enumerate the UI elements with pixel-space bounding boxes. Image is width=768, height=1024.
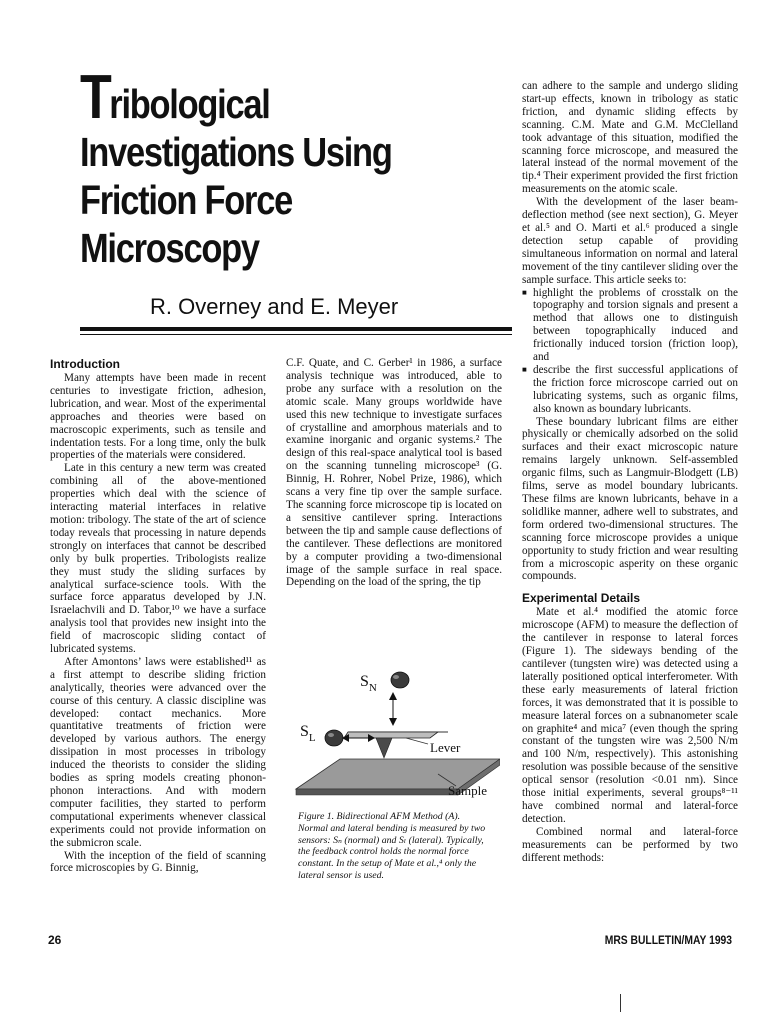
sl-main: S: [300, 723, 309, 740]
article-title: [80, 63, 433, 272]
lever-pointer: [406, 738, 428, 744]
lateral-sensor-highlight: [328, 733, 334, 737]
figure-1-caption: Figure 1. Bidirectional AFM Method (A). Normal and lateral bending is measured by two sensors: Sₙ (normal) and Sₗ (lateral). Typically, the feedback control holds the normal force constant. In the setup of Mate et al.,⁴ only the lateral sensor is used.: [298, 811, 486, 881]
figure-1-afm-diagram: [288, 664, 500, 809]
normal-sensor: [391, 672, 409, 688]
cantilever: [344, 732, 438, 738]
journal-footer: MRS BULLETIN/MAY 1993: [604, 933, 732, 947]
list-item: ■ highlight the problems of crosstalk on the topography and torsion signals and present a method that allows one to distinguish between topographically induced and frictionally induced torsion (friction loop), and: [522, 287, 738, 364]
title-line-3: Friction Force: [80, 177, 292, 223]
title-line-4: Microscopy: [80, 225, 259, 271]
paragraph: Mate et al.⁴ modified the atomic force microscope (AFM) to measure the deflection of the cantilever in response to lateral forces (Figure 1). The sideways bending of the cantilever (tungsten wire) was detected using a laterally positioned optical interferometer. With these early measurements of lateral friction forces, it was demonstrated that it is possible to measure lateral forces on a subnanometer scale on graphite⁴ and mica⁷ (even though the spring constant of the tungsten wire was 2,500 N/m and 100 N/m, respectively). This astonishing resolution was possible because of the sensitive optical sensor (resolution <0.01 nm). Since those initial experiments, several groups⁸⁻¹¹ have combined normal and lateral-force detection.: [522, 606, 738, 825]
title-rule-thick: [80, 327, 512, 331]
sensor-lateral-label: [300, 723, 316, 744]
title-line-1: ribological: [109, 81, 270, 127]
sensor-normal-label: [360, 673, 377, 694]
sn-main: S: [360, 673, 369, 690]
paragraph: With the development of the laser beam-deflection method (see next section), G. Meyer et al.⁵ and O. Marti et al.⁶ produced a single detection setup capable of providing simultaneous information on normal and lateral movement of the tiny cantilever sliding over the sample surface. This article seeks to:: [522, 196, 738, 286]
sample-label: Sample: [448, 783, 487, 798]
lateral-sensor: [325, 730, 343, 746]
lever-label: Lever: [430, 740, 461, 755]
paragraph: With the inception of the field of scanning force microscopies by G. Binnig,: [50, 849, 266, 875]
paragraph: can adhere to the sample and undergo sliding start-up effects, known in tribology as static friction, and dynamic sliding effects by scanning. C.M. Mate and G.M. McClelland took advantage of this situation, modified the scanning force microscope, and measured the lateral instead of the normal movement of the tip.⁴ Their experiment provided the first friction measurements on the atomic scale.: [522, 80, 738, 196]
paragraph: Combined normal and lateral-force measurements can be performed by two different methods:: [522, 825, 738, 864]
normal-arrow-down: [389, 718, 397, 726]
bullet-list: [522, 287, 738, 416]
list-item: ■ describe the first successful applications of the friction force microscope carried out on lubricating systems, such as organic films, also known as boundary lubricants.: [522, 364, 738, 416]
paragraph: Late in this century a new term was created combining all of the above-mentioned properties which deal with the science of interacting material interfaces in relative motion: tribology. The state of the art of science today reveals that processing in nature depends strongly on interfaces that cannot be described only by bulk properties. Tribologists realize they must study the sliding surfaces by analytical surface-science tools. With the surface force apparatus developed by J.N. Israelachvili and D. Tabor,¹⁰ we have a surface analysis tool that provides new insight into the field of macroscopic sliding contact of lubricated systems.: [50, 462, 266, 656]
title-line-2: Investigations Using: [80, 129, 392, 175]
paragraph: Many attempts have been made in recent centuries to investigate friction, adhesion, lubrication, and wear. Most of the experimental approaches and theories were based on macroscopic experiments, such as tensile and indentation tests. For a long time, only the bulk properties of the materials were considered.: [50, 372, 266, 462]
column-3: [522, 80, 738, 864]
authors: R. Overney and E. Meyer: [150, 294, 399, 319]
scan-mark: [620, 994, 621, 1012]
paragraph: C.F. Quate, and C. Gerber¹ in 1986, a surface analysis technique was introduced, able to probe any surface with a resolution on the atomic scale. Many groups worldwide have used this new technique to investigate surfaces of crystalline and amorphous materials and to examine inorganic and organic systems.² The design of this real-space analytical tool is based on the scanning tunneling microscope³ (G. Binnig, H. Rohrer, Nobel Prize, 1986), which scans a very fine tip over the sample surface. The scanning force microscope tip is located on a sensitive cantilever spring. Interactions between the tip and sample cause deflections of the cantilever. These deflections are monitored by a computer providing a two-dimensional image of the sample surface in real space. Depending on the load of the spring, the tip: [286, 357, 502, 589]
page-number: 26: [48, 933, 62, 947]
normal-sensor-highlight: [393, 675, 399, 679]
cantilever-tip: [376, 738, 392, 758]
normal-arrow-up: [389, 692, 397, 700]
title-drop-cap: T: [80, 63, 110, 132]
column-1: [50, 357, 266, 875]
sample-block-front: [296, 789, 458, 795]
paragraph: After Amontons’ laws were established¹¹ as a first attempt to describe sliding friction analytically, theories were advanced over the course of this century. A classic discipline was developed: contact mechanics. More quantitative treatments of friction were developed by various authors. The energy dissipation in most processes in tribology induced the theorists to consider the sliding bodies as spring models creating phonon-phonon interactions. And with modern computer facilities, they started to perform computational experiments whenever classical experiments could not provide information on the submicron scale.: [50, 655, 266, 849]
section-heading-experimental-details: Experimental Details: [522, 591, 641, 606]
sl-sub: L: [308, 732, 316, 744]
sn-sub: N: [368, 682, 377, 694]
paragraph: These boundary lubricant films are either physically or chemically adsorbed on the solid surfaces and their exact microscopic nature remains largely unknown. Self-assembled organic films, such as Langmuir-Blodgett (LB) films, serve as model boundary lubricants. These films are known lubricants, behave in a solidlike manner, adhere well to substrates, and form ordered two-dimensional structures. The scanning force microscope provides a unique opportunity to study friction and wear resulting from a microscopic asperity on these organic compounds.: [522, 415, 738, 583]
section-heading-introduction: Introduction: [50, 357, 120, 371]
column-2: [286, 357, 502, 589]
title-rule-thin: [80, 334, 512, 335]
